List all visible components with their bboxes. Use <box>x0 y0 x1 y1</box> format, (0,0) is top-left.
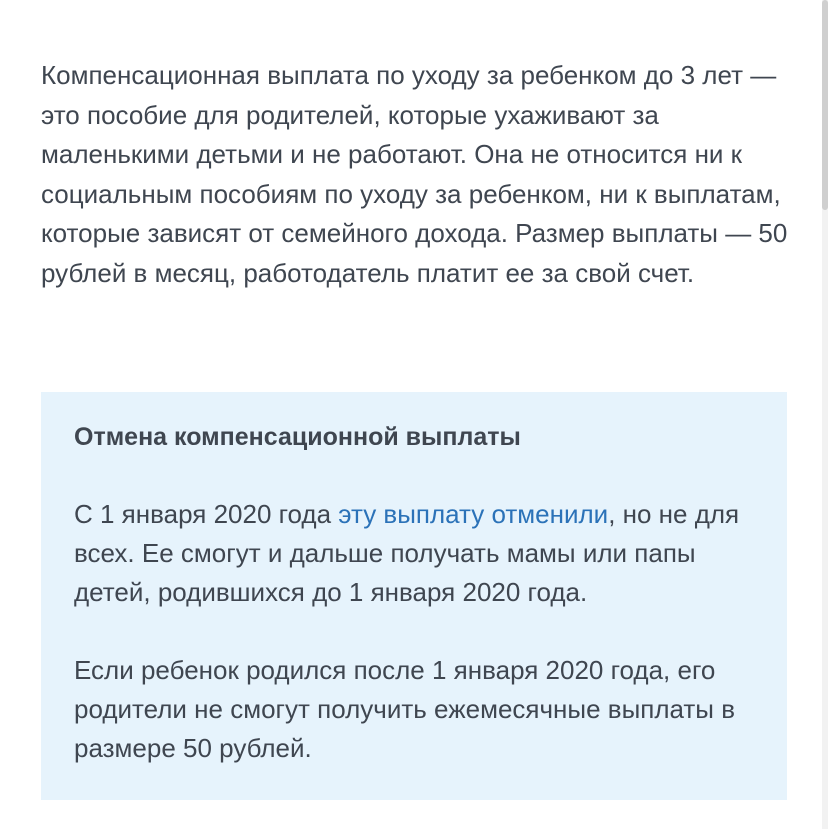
callout-paragraph-2: Если ребенок родился после 1 января 2020 года, его родители не смогут получить ежемесячные выплаты в размере 50 рублей. <box>74 655 736 763</box>
callout-title: Отмена компенсационной выплаты <box>74 423 521 451</box>
callout-paragraph-1 <box>74 495 754 612</box>
callout-text-after-link: , но не для всех. Ее смогут и дальше получать мамы или папы детей, родившихся до 1 января 2020 года. <box>74 499 740 607</box>
cancellation-link[interactable]: эту выплату отменили <box>338 499 609 529</box>
info-callout <box>41 392 787 800</box>
scrollbar-thumb[interactable] <box>822 0 828 210</box>
scrollbar-track[interactable] <box>822 0 828 829</box>
callout-text-before-link: С 1 января 2020 года <box>74 499 339 529</box>
intro-paragraph: Компенсационная выплата по уходу за ребенком до 3 лет — это пособие для родителей, которые ухаживают за маленькими детьми и не работают. Она не относится ни к социальным пособиям по уходу за ребенком, ни к выплатам, которые зависят от семейного дохода. Размер выплаты — 50 рублей в месяц, работодатель платит ее за свой счет. <box>41 60 788 288</box>
